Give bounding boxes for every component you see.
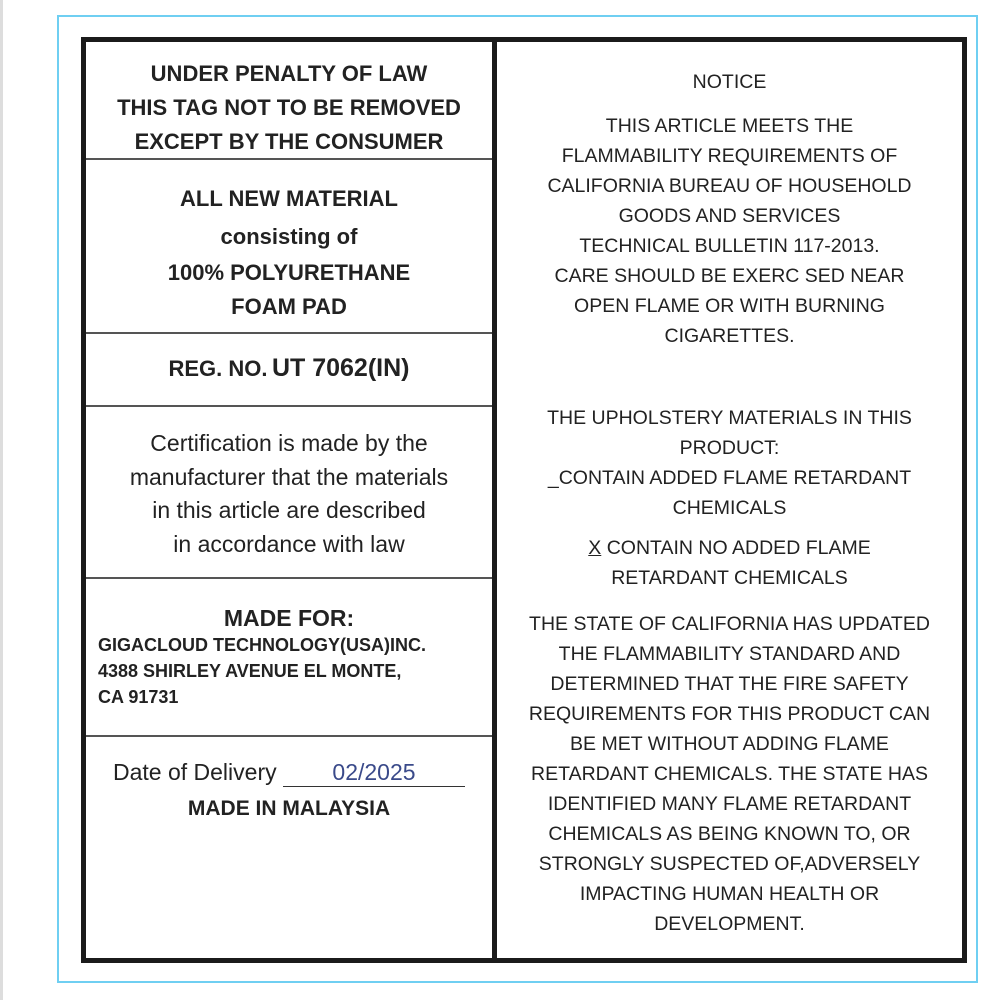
notice-line: CARE SHOULD BE EXERC SED NEAR bbox=[554, 265, 905, 287]
material-line: 100% POLYURETHANE bbox=[167, 260, 411, 285]
page-edge bbox=[0, 0, 3, 1000]
option2-label: CONTAIN NO ADDED FLAME bbox=[606, 537, 871, 559]
notice-line: OPEN FLAME OR WITH BURNING bbox=[574, 295, 885, 317]
state-line: CHEMICALS AS BEING KNOWN TO, OR bbox=[548, 823, 911, 845]
delivery-date: 02/2025 bbox=[283, 759, 465, 787]
penalty-line: EXCEPT BY THE CONSUMER bbox=[134, 129, 444, 154]
made-for-title: MADE FOR: bbox=[223, 605, 355, 631]
material-line: consisting of bbox=[220, 224, 358, 249]
state-line: IMPACTING HUMAN HEALTH OR bbox=[579, 883, 880, 905]
notice-column bbox=[497, 42, 962, 939]
made-for-line: GIGACLOUD TECHNOLOGY(USA)INC. bbox=[98, 635, 426, 655]
state-line: DEVELOPMENT. bbox=[654, 913, 805, 935]
state-line: REQUIREMENTS FOR THIS PRODUCT CAN bbox=[528, 703, 931, 725]
notice-line: FLAMMABILITY REQUIREMENTS OF bbox=[561, 145, 898, 167]
certification-section bbox=[86, 407, 492, 579]
delivery-label: Date of Delivery bbox=[112, 759, 277, 785]
state-line: THE STATE OF CALIFORNIA HAS UPDATED bbox=[529, 613, 930, 635]
penalty-section bbox=[86, 42, 492, 160]
option1-checkbox[interactable]: _ bbox=[547, 467, 559, 489]
notice-line: THIS ARTICLE MEETS THE bbox=[605, 115, 854, 137]
origin: MADE IN MALAYSIA bbox=[187, 797, 391, 820]
upholstery-line: PRODUCT: bbox=[679, 437, 780, 459]
material-line: ALL NEW MATERIAL bbox=[180, 186, 398, 211]
reg-number: UT 7062(IN) bbox=[271, 354, 410, 382]
delivery-section bbox=[86, 737, 492, 957]
certification-line: manufacturer that the materials bbox=[129, 463, 449, 490]
state-line: THE FLAMMABILITY STANDARD AND bbox=[558, 643, 901, 665]
delivery-row bbox=[86, 759, 492, 787]
certification-line: in this article are described bbox=[152, 497, 426, 523]
option2-checkbox[interactable]: X bbox=[588, 537, 602, 559]
certification-line: Certification is made by the bbox=[150, 430, 428, 456]
option1-label: CHEMICALS bbox=[672, 497, 787, 519]
notice-title: NOTICE bbox=[692, 71, 767, 93]
law-tag bbox=[81, 37, 967, 963]
notice-line: CALIFORNIA BUREAU OF HOUSEHOLD bbox=[547, 175, 912, 197]
option1-label: CONTAIN ADDED FLAME RETARDANT bbox=[558, 467, 912, 489]
notice-line: CIGARETTES. bbox=[664, 325, 795, 347]
state-line: DETERMINED THAT THE FIRE SAFETY bbox=[550, 673, 909, 695]
certification-line: in accordance with law bbox=[173, 530, 405, 557]
notice-line: TECHNICAL BULLETIN 117-2013. bbox=[579, 235, 880, 257]
penalty-line: THIS TAG NOT TO BE REMOVED bbox=[117, 95, 461, 120]
upholstery-line: THE UPHOLSTERY MATERIALS IN THIS bbox=[547, 407, 912, 429]
penalty-line: UNDER PENALTY OF LAW bbox=[150, 61, 428, 86]
made-for-section bbox=[86, 579, 492, 737]
material-line: FOAM PAD bbox=[231, 294, 347, 319]
material-section bbox=[86, 160, 492, 334]
state-line: RETARDANT CHEMICALS. THE STATE HAS bbox=[531, 763, 928, 785]
made-for-line: 4388 SHIRLEY AVENUE EL MONTE, bbox=[98, 661, 402, 681]
reg-section bbox=[86, 334, 492, 407]
state-line: IDENTIFIED MANY FLAME RETARDANT bbox=[547, 793, 912, 815]
reg-label: REG. NO. bbox=[168, 356, 268, 381]
state-line: BE MET WITHOUT ADDING FLAME bbox=[570, 733, 889, 755]
state-line: STRONGLY SUSPECTED OF,ADVERSELY bbox=[538, 853, 921, 875]
made-for-line: CA 91731 bbox=[98, 687, 179, 707]
option2-label: RETARDANT CHEMICALS bbox=[611, 567, 848, 589]
notice-line: GOODS AND SERVICES bbox=[618, 205, 841, 227]
